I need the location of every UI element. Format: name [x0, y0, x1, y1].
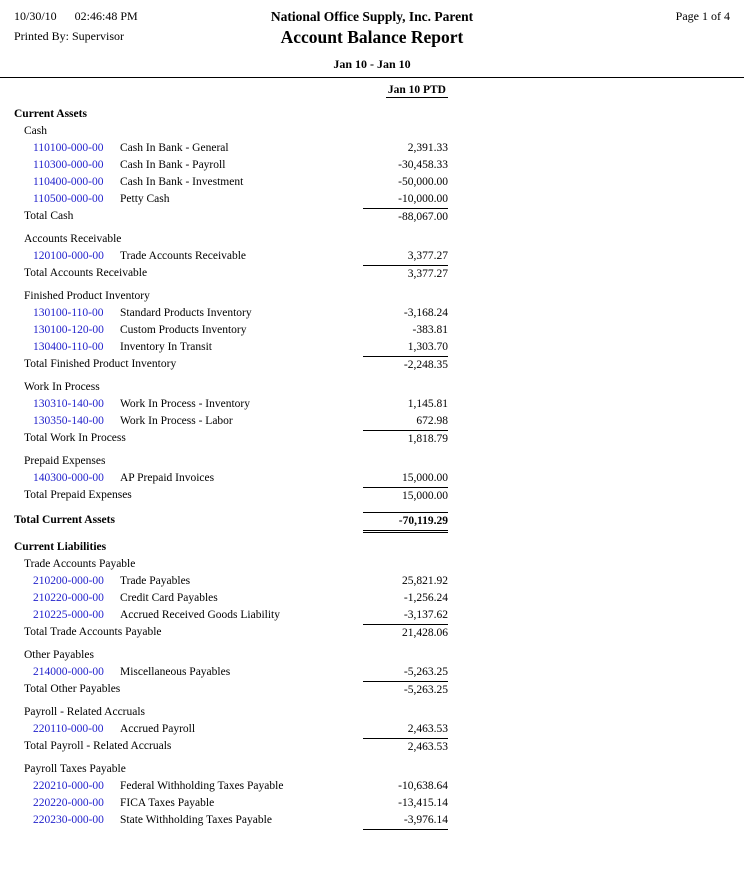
group-header	[14, 761, 730, 778]
total-row	[14, 624, 730, 641]
account-row	[14, 396, 730, 413]
account-amount: 15,000.00	[402, 472, 448, 484]
account-amount: 25,821.92	[402, 575, 448, 587]
account-number-link[interactable]: 210220-000-00	[33, 592, 104, 604]
account-name: FICA Taxes Payable	[120, 797, 215, 809]
total-amount: -5,263.25	[363, 681, 448, 699]
group-header	[14, 453, 730, 470]
account-amount: -10,000.00	[398, 193, 448, 205]
account-amount: 672.98	[416, 415, 448, 427]
account-number-link[interactable]: 210200-000-00	[33, 575, 104, 587]
account-name: AP Prepaid Invoices	[120, 472, 215, 484]
group-header	[14, 123, 730, 140]
account-number-link[interactable]: 210225-000-00	[33, 609, 104, 621]
total-amount: 21,428.06	[363, 624, 448, 642]
account-row	[14, 305, 730, 322]
account-row	[14, 470, 730, 487]
section-label: Current Liabilities	[14, 541, 107, 553]
report-title: Account Balance Report	[280, 27, 464, 47]
total-row	[14, 430, 730, 447]
section-header	[14, 539, 730, 556]
account-row	[14, 664, 730, 681]
account-number-link[interactable]: 120100-000-00	[33, 250, 104, 262]
report-time: 02:46:48 PM	[74, 9, 138, 23]
account-number-link[interactable]: 130100-110-00	[33, 307, 104, 319]
account-name: Inventory In Transit	[120, 341, 212, 353]
grand-total-label: Total Current Assets	[14, 514, 115, 526]
account-number-link[interactable]: 220230-000-00	[33, 814, 104, 826]
report-header	[0, 0, 744, 72]
total-amount: 1,818.79	[363, 430, 448, 448]
account-name: Federal Withholding Taxes Payable	[120, 780, 284, 792]
grand-total-row	[14, 512, 730, 529]
group-label: Accounts Receivable	[24, 233, 122, 245]
column-header-jan10-ptd: Jan 10 PTD	[387, 84, 446, 96]
report-date: 10/30/10	[14, 9, 57, 23]
total-amount: -2,248.35	[363, 356, 448, 374]
account-row	[14, 174, 730, 191]
total-row	[14, 738, 730, 755]
section-header	[14, 106, 730, 123]
total-label: Total Prepaid Expenses	[24, 489, 132, 501]
account-amount: -3,168.24	[403, 307, 448, 319]
account-number-link[interactable]: 110100-000-00	[33, 142, 104, 154]
total-label: Total Accounts Receivable	[24, 267, 148, 279]
account-number-link[interactable]: 220110-000-00	[33, 723, 104, 735]
account-row	[14, 413, 730, 430]
total-amount: 2,463.53	[363, 738, 448, 756]
grand-total-amount: -70,119.29	[363, 512, 448, 533]
account-row	[14, 322, 730, 339]
account-name: Work In Process - Labor	[120, 415, 233, 427]
report-rows	[14, 106, 730, 832]
total-row	[14, 487, 730, 504]
total-rule-row	[14, 829, 730, 832]
account-row	[14, 812, 730, 829]
total-amount: 3,377.27	[363, 265, 448, 283]
account-name: State Withholding Taxes Payable	[120, 814, 272, 826]
column-header-row	[14, 78, 730, 106]
account-number-link[interactable]: 130350-140-00	[33, 415, 104, 427]
account-name: Work In Process - Inventory	[120, 398, 251, 410]
account-amount: -5,263.25	[403, 666, 448, 678]
print-datetime	[14, 9, 174, 24]
section-label: Current Assets	[14, 108, 87, 120]
account-name: Cash In Bank - General	[120, 142, 229, 154]
account-name: Miscellaneous Payables	[120, 666, 231, 678]
group-label: Work In Process	[24, 381, 100, 393]
page-indicator: Page 1 of 4	[675, 9, 730, 23]
account-row	[14, 157, 730, 174]
account-row	[14, 191, 730, 208]
account-amount: 3,377.27	[407, 250, 448, 262]
account-amount: -10,638.64	[398, 780, 448, 792]
account-row	[14, 248, 730, 265]
account-name: Cash In Bank - Investment	[120, 176, 244, 188]
total-row	[14, 265, 730, 282]
account-number-link[interactable]: 110400-000-00	[33, 176, 104, 188]
total-row	[14, 681, 730, 698]
total-rule-line	[363, 829, 448, 830]
account-number-link[interactable]: 130400-110-00	[33, 341, 104, 353]
row-spacer	[14, 529, 730, 539]
account-amount: -1,256.24	[403, 592, 448, 604]
account-name: Cash In Bank - Payroll	[120, 159, 226, 171]
account-amount: 2,391.33	[407, 142, 448, 154]
total-label: Total Cash	[24, 210, 74, 222]
printed-by: Printed By: Supervisor	[14, 29, 124, 43]
account-number-link[interactable]: 220210-000-00	[33, 780, 104, 792]
group-label: Trade Accounts Payable	[24, 558, 136, 570]
account-amount: -3,137.62	[403, 609, 448, 621]
account-amount: -3,976.14	[403, 814, 448, 826]
total-amount: -88,067.00	[363, 208, 448, 226]
account-name: Credit Card Payables	[120, 592, 218, 604]
total-label: Total Payroll - Related Accruals	[24, 740, 172, 752]
account-row	[14, 339, 730, 356]
total-amount: 15,000.00	[363, 487, 448, 505]
account-amount: 2,463.53	[407, 723, 448, 735]
company-name: National Office Supply, Inc. Parent	[270, 9, 474, 24]
group-label: Cash	[24, 125, 47, 137]
account-amount: -383.81	[412, 324, 448, 336]
header-left	[14, 9, 174, 72]
total-row	[14, 208, 730, 225]
account-number-link[interactable]: 110500-000-00	[33, 193, 104, 205]
group-header	[14, 704, 730, 721]
account-name: Custom Products Inventory	[120, 324, 247, 336]
account-number-link[interactable]: 130310-140-00	[33, 398, 104, 410]
account-name: Petty Cash	[120, 193, 170, 205]
account-number-link[interactable]: 220220-000-00	[33, 797, 104, 809]
group-header	[14, 556, 730, 573]
group-header	[14, 379, 730, 396]
report-period: Jan 10 - Jan 10	[333, 57, 411, 71]
account-row	[14, 778, 730, 795]
account-number-link[interactable]: 130100-120-00	[33, 324, 104, 336]
group-header	[14, 231, 730, 248]
account-number-link[interactable]: 214000-000-00	[33, 666, 104, 678]
group-header	[14, 647, 730, 664]
total-row	[14, 356, 730, 373]
account-amount: -13,415.14	[398, 797, 448, 809]
account-row	[14, 795, 730, 812]
account-amount: -30,458.33	[398, 159, 448, 171]
total-label: Total Trade Accounts Payable	[24, 626, 162, 638]
account-name: Trade Accounts Receivable	[120, 250, 247, 262]
account-amount: 1,145.81	[407, 398, 448, 410]
group-label: Prepaid Expenses	[24, 455, 106, 467]
total-label: Total Other Payables	[24, 683, 121, 695]
group-label: Payroll - Related Accruals	[24, 706, 146, 718]
account-name: Accrued Payroll	[120, 723, 196, 735]
header-center	[174, 9, 570, 72]
account-amount: 1,303.70	[407, 341, 448, 353]
account-name: Trade Payables	[120, 575, 191, 587]
account-number-link[interactable]: 140300-000-00	[33, 472, 104, 484]
account-amount: -50,000.00	[398, 176, 448, 188]
account-name: Accrued Received Goods Liability	[120, 609, 280, 621]
group-label: Payroll Taxes Payable	[24, 763, 126, 775]
account-row	[14, 140, 730, 157]
account-number-link[interactable]: 110300-000-00	[33, 159, 104, 171]
group-label: Finished Product Inventory	[24, 290, 150, 302]
account-row	[14, 590, 730, 607]
total-label: Total Work In Process	[24, 432, 126, 444]
account-row	[14, 607, 730, 624]
account-row	[14, 721, 730, 738]
row-spacer	[14, 504, 730, 512]
account-name: Standard Products Inventory	[120, 307, 252, 319]
group-header	[14, 288, 730, 305]
total-label: Total Finished Product Inventory	[24, 358, 177, 370]
account-row	[14, 573, 730, 590]
group-label: Other Payables	[24, 649, 94, 661]
